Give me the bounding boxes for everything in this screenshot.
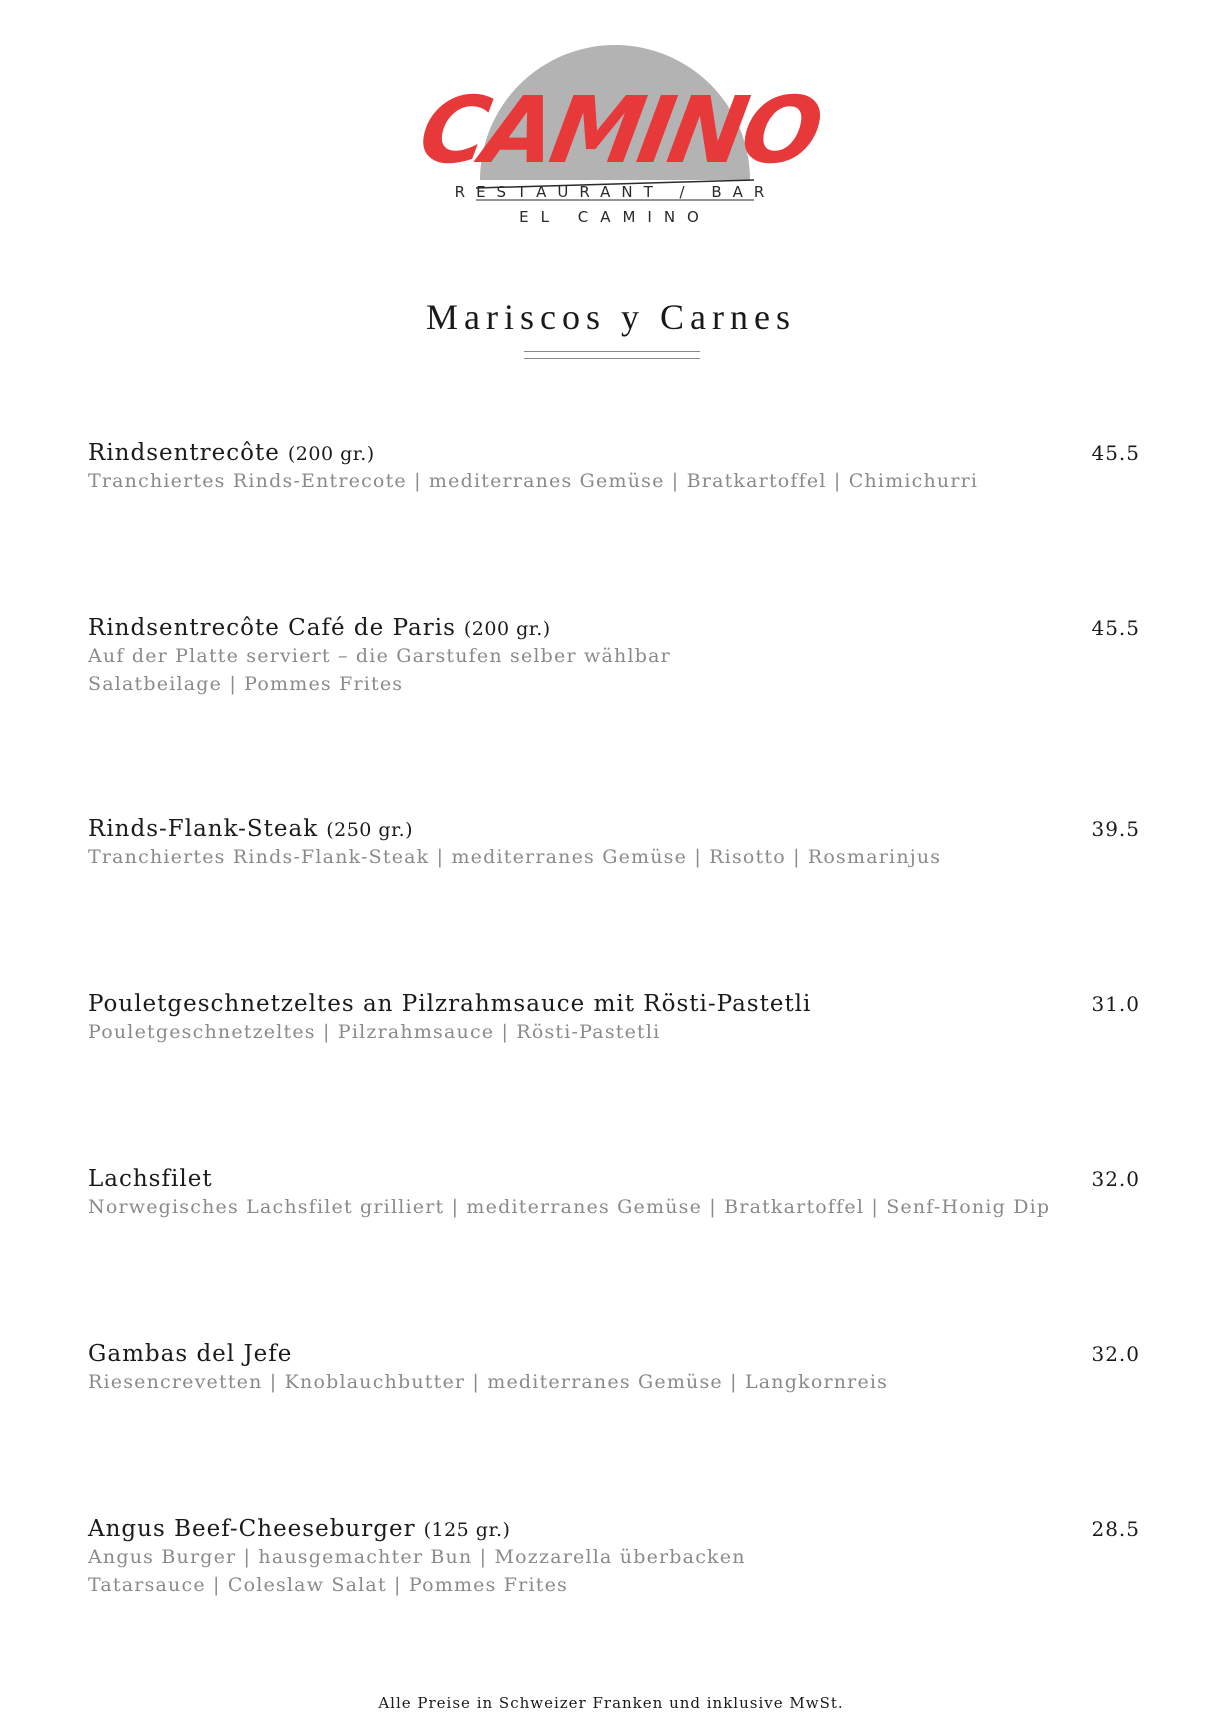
price-footnote: Alle Preise in Schweizer Franken und inklusive MwSt.	[378, 1694, 844, 1712]
item-description: Salatbeilage | Pommes Frites	[88, 673, 404, 695]
menu-item	[88, 816, 1140, 870]
menu-item	[88, 615, 1140, 697]
item-price: 31.0	[1091, 992, 1140, 1016]
logo-subtitle-2: EL CAMINO	[519, 208, 711, 226]
item-price: 45.5	[1091, 616, 1140, 640]
logo-wordmark: CAMINO	[412, 76, 827, 184]
item-name: Rinds-Flank-Steak	[88, 816, 319, 842]
item-price: 45.5	[1091, 441, 1140, 465]
item-name: Lachsfilet	[88, 1166, 213, 1192]
item-weight: (200 gr.)	[287, 443, 375, 465]
title-divider	[524, 351, 700, 359]
restaurant-logo	[412, 30, 827, 230]
item-weight: (200 gr.)	[463, 618, 551, 640]
item-description: Angus Burger | hausgemachter Bun | Mozzarella überbacken	[88, 1546, 746, 1568]
menu-item	[88, 440, 1140, 494]
item-price: 32.0	[1091, 1167, 1140, 1191]
menu-item	[88, 1341, 1140, 1395]
item-description: Tranchiertes Rinds-Entrecote | mediterranes Gemüse | Bratkartoffel | Chimichurri	[88, 470, 979, 492]
item-description: Tatarsauce | Coleslaw Salat | Pommes Frites	[88, 1574, 568, 1596]
item-name: Angus Beef-Cheeseburger	[88, 1516, 416, 1542]
item-description: Riesencrevetten | Knoblauchbutter | mediterranes Gemüse | Langkornreis	[88, 1371, 889, 1393]
item-description: Auf der Platte serviert – die Garstufen selber wählbar	[88, 645, 671, 667]
item-price: 32.0	[1091, 1342, 1140, 1366]
menu-item	[88, 1166, 1140, 1220]
item-name: Gambas del Jefe	[88, 1341, 293, 1367]
menu-item	[88, 991, 1140, 1045]
item-description: Tranchiertes Rinds-Flank-Steak | mediterranes Gemüse | Risotto | Rosmarinjus	[88, 846, 942, 868]
item-name: Pouletgeschnetzeltes an Pilzrahmsauce mit Rösti-Pastetli	[88, 991, 812, 1017]
logo-subtitle-1: RESTAURANT / BAR	[454, 183, 776, 201]
item-name: Rindsentrecôte	[88, 440, 280, 466]
item-description: Pouletgeschnetzeltes | Pilzrahmsauce | Rösti-Pastetli	[88, 1021, 661, 1043]
item-name: Rindsentrecôte Café de Paris	[88, 615, 456, 641]
item-price: 39.5	[1091, 817, 1140, 841]
item-description: Norwegisches Lachsfilet grilliert | mediterranes Gemüse | Bratkartoffel | Senf-Honig Dip	[88, 1196, 1051, 1218]
menu-item	[88, 1516, 1140, 1598]
item-weight: (125 gr.)	[423, 1519, 511, 1541]
section-title: Mariscos y Carnes	[426, 297, 796, 337]
item-weight: (250 gr.)	[326, 819, 414, 841]
item-price: 28.5	[1091, 1517, 1140, 1541]
